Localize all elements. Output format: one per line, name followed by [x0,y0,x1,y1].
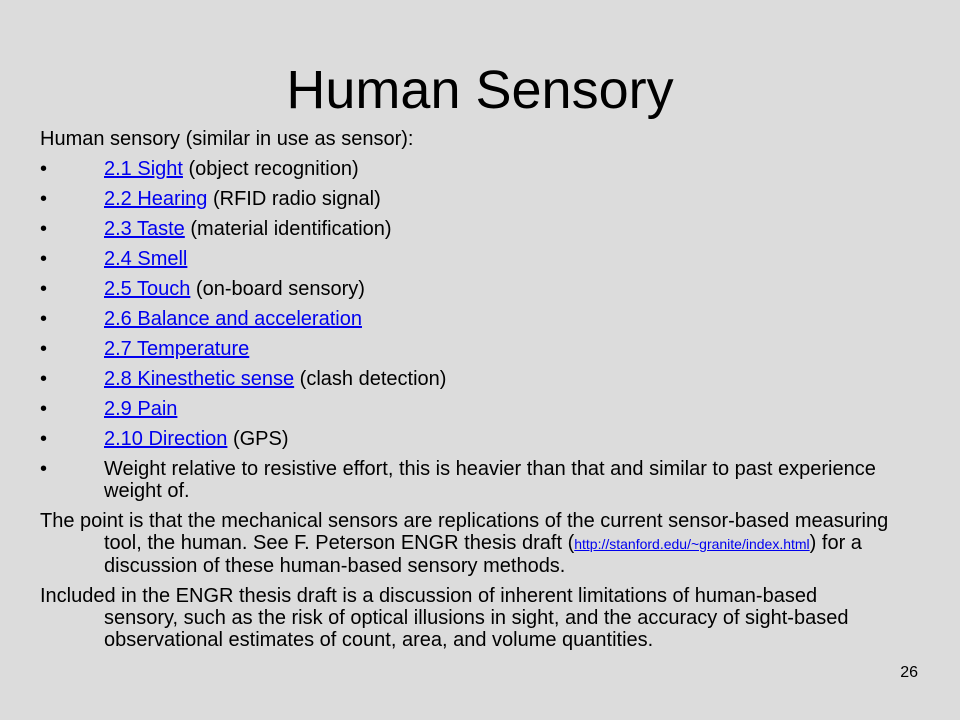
kinesthetic-link[interactable]: 2.8 Kinesthetic sense [104,368,295,390]
smell-link[interactable]: 2.4 Smell [104,248,188,270]
list-item-text: Weight relative to resistive effort, this is heavier than that and similar to past experience weight of. [104,458,876,502]
list-item [40,188,890,210]
sensory-list [40,158,890,502]
list-item [40,158,890,180]
list-item-text: (GPS) [227,428,289,450]
list-item [40,398,890,420]
list-item-text: (material identification) [184,218,392,240]
bullet-icon: • [40,458,48,480]
bullet-icon: • [40,248,48,270]
temperature-link[interactable]: 2.7 Temperature [104,338,250,360]
list-item [40,218,890,240]
bullet-icon: • [40,218,48,240]
list-item-text: (RFID radio signal) [207,188,381,210]
list-item-text: (clash detection) [294,368,447,390]
paragraph-text: ) for a discussion of these human-based sensory methods. [104,532,862,577]
bullet-icon: • [40,398,48,420]
pain-link[interactable]: 2.9 Pain [104,398,178,420]
list-item [40,278,890,300]
slide-body [40,128,890,659]
list-item [40,338,890,360]
paragraph-limitations: Included in the ENGR thesis draft is a discussion of inherent limitations of human-based sensory, such as the risk of optical illusions in sight, and the accuracy of sight-based observational estimates of count, area, and volume quantities. [40,585,849,651]
list-item [40,308,890,330]
list-item-text: (object recognition) [182,158,359,180]
bullet-icon: • [40,368,48,390]
list-item [40,248,890,270]
list-item [40,368,890,390]
list-item [40,428,890,450]
bullet-icon: • [40,338,48,360]
bullet-icon: • [40,158,48,180]
taste-link[interactable]: 2.3 Taste [104,218,185,240]
touch-link[interactable]: 2.5 Touch [104,278,191,300]
bullet-icon: • [40,428,48,450]
sight-link[interactable]: 2.1 Sight [104,158,183,180]
bullet-icon: • [40,308,48,330]
slide-title: Human Sensory [286,60,674,120]
bullet-icon: • [40,188,48,210]
list-item [40,458,890,502]
list-item-text: (on-board sensory) [190,278,365,300]
page-number: 26 [900,664,918,681]
bullet-icon: • [40,278,48,300]
intro-text: Human sensory (similar in use as sensor): [40,128,414,150]
direction-link[interactable]: 2.10 Direction [104,428,228,450]
paragraph-text: The point is that the mechanical sensors are replications of the current sensor-based measuring tool, the human. See F. Peterson ENGR thesis draft ( [40,510,889,554]
paragraph-sensor-replication [40,510,890,577]
thesis-url-link[interactable]: http://stanford.edu/~granite/index.html [574,536,810,552]
balance-link[interactable]: 2.6 Balance and acceleration [104,308,362,330]
hearing-link[interactable]: 2.2 Hearing [104,188,208,210]
